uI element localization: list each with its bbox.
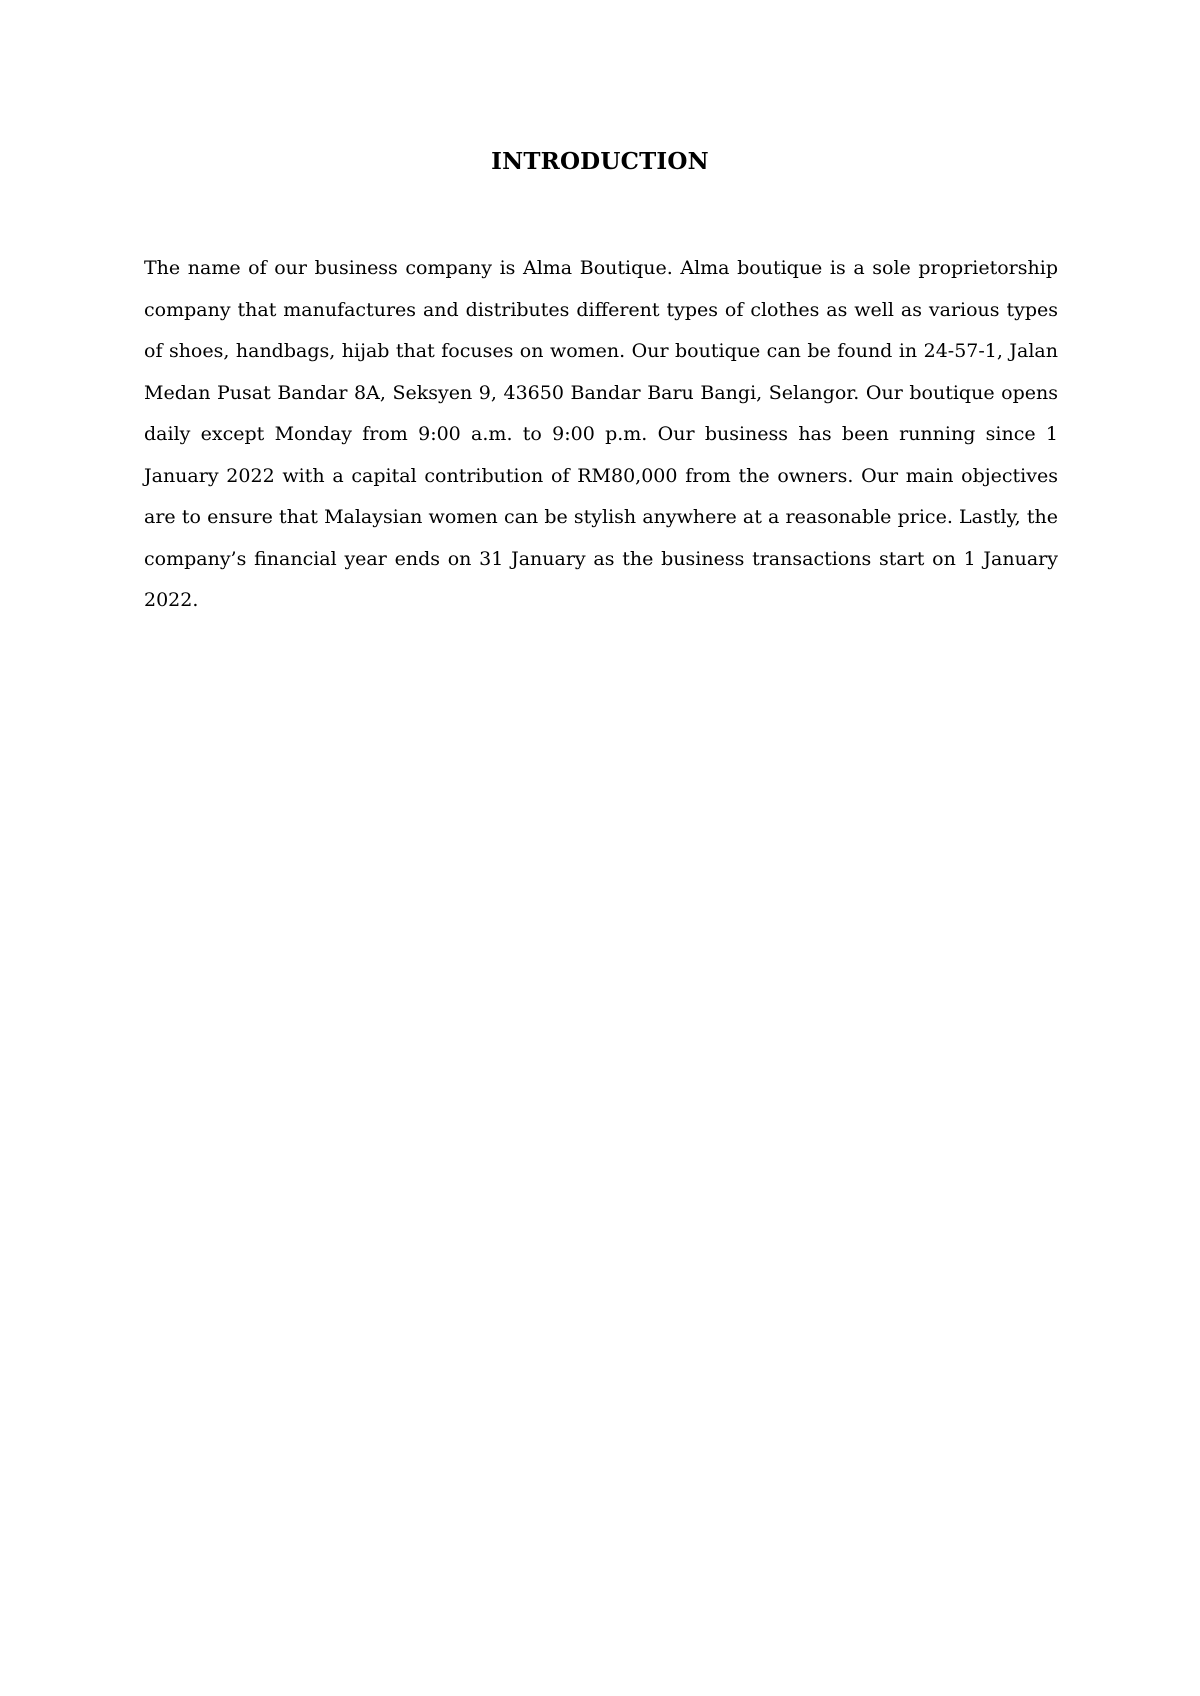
page-title: INTRODUCTION [491,148,709,175]
introduction-paragraph: The name of our business company is Alma Boutique. Alma boutique is a sole proprietorship company that manufactures and distributes different types of clothes as well as various types of shoes, handbags, hijab that focuses on women. Our boutique can be found in 24-57-1, Jalan Medan Pusat Bandar 8A, Seksyen 9, 43650 Bandar Baru Bangi, Selangor. Our boutique opens daily except Monday from 9:00 a.m. to 9:00 p.m. Our business has been running since 1 January 2022 with a capital contribution of RM80,000 from the owners. Our main objectives are to ensure that Malaysian women can be stylish anywhere at a reasonable price. Lastly, the company’s financial year ends on 31 January as the business transactions start on 1 January 2022. [144,257,1058,611]
